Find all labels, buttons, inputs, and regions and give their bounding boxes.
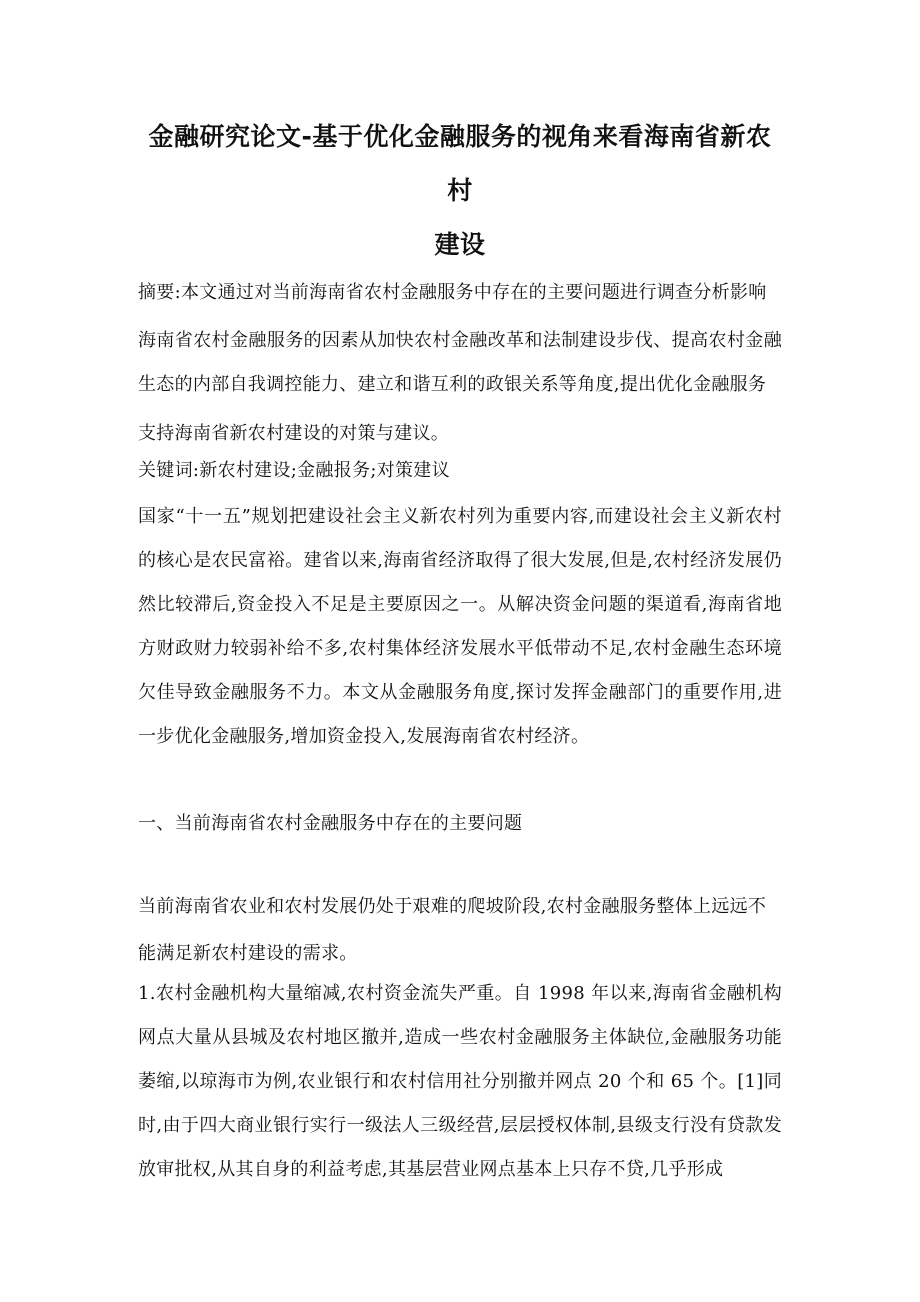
abstract-line-3: 支持海南省新农村建设的对策与建议。 [138, 423, 450, 444]
title-line-1: 金融研究论文-基于优化金融服务的视角来看海南省新农村 [148, 122, 772, 205]
section-1-paragraph-line-1: 当前海南省农业和农村发展仍处于艰难的爬坡阶段,农村金融服务整体上远远不 [138, 896, 767, 917]
spacer [138, 842, 782, 888]
section-1-item-1: 1.农村金融机构大量缩减,农村资金流失严重。自 1998 年以来,海南省金融机构网点大量从县城及农村地区撤并,造成一些农村金融服务主体缺位,金融服务功能萎缩,以琼海市为例,农业银行和农村信用社分别撤并网点 20 个和 65 个。[1]同时,由于四大商业银行实行一级法人三级经营,层层授权体制,县级支行没有贷款发放审批权,从其自身的利益考虑,其基层营业网点基本上只存不贷,几乎形成 [138, 983, 782, 1180]
abstract-line-1: 摘要:本文通过对当前海南省农村金融服务中存在的主要问题进行调查分析影响 [138, 282, 767, 303]
intro-paragraph: 国家“十一五”规划把建设社会主义新农村列为重要内容,而建设社会主义新农村的核心是农民富裕。建省以来,海南省经济取得了很大发展,但是,农村经济发展仍然比较滞后,资金投入不足是主要原因之一。从解决资金问题的渠道看,海南省地方财政财力较弱补给不多,农村集体经济发展水平低带动不足,农村金融生态环境欠佳导致金融服务不力。本文从金融服务角度,探讨发挥金融部门的重要作用,进一步优化金融服务,增加资金投入,发展海南省农村经济。 [138, 506, 782, 747]
section-1-heading: 一、当前海南省农村金融服务中存在的主要问题 [138, 813, 523, 834]
abstract-body: 海南省农村金融服务的因素从加快农村金融改革和法制建设步伐、提高农村金融生态的内部自我调控能力、建立和谐互利的政银关系等角度,提出优化金融服务 [138, 330, 782, 395]
keywords: 关键词:新农村建设;金融报务;对策建议 [138, 460, 450, 481]
section-1-paragraph-line-2: 能满足新农村建设的需求。 [138, 943, 358, 964]
title-line-2: 建设 [434, 230, 486, 259]
document-title [138, 0, 782, 272]
spacer [138, 759, 782, 805]
